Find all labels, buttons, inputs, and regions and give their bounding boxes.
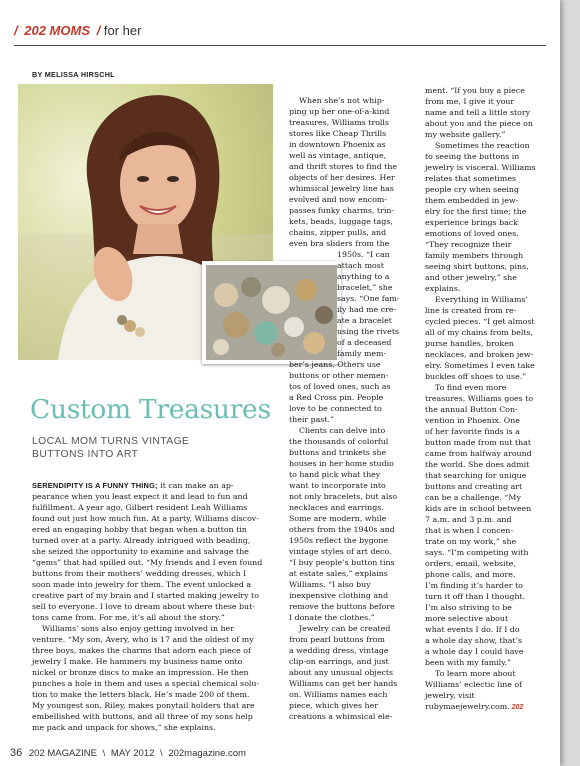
text-line (32, 491, 262, 502)
text-line-content: Williams can get her hands (289, 679, 398, 688)
text-line (289, 590, 399, 601)
text-line (32, 535, 262, 546)
footer-magazine: 202 MAGAZINE (28, 748, 97, 759)
text-line-content: a Red Cross pin. People (289, 393, 384, 402)
text-line-content: relates that sometimes (425, 174, 517, 183)
text-line-content: tos of loved ones, such as (289, 382, 391, 391)
text-line-content: about you and the piece on (425, 119, 533, 128)
footer-issue: MAY 2012 (110, 748, 155, 759)
text-line-content: Sometimes the reaction (435, 141, 530, 150)
text-line (289, 557, 399, 568)
text-line (425, 679, 536, 690)
text-line (289, 161, 399, 172)
text-line-content: a whole day show, that’s (425, 636, 523, 645)
text-line-content: from me, I give it your (425, 97, 515, 106)
text-line-content: To learn more about (435, 669, 516, 678)
page-footer (10, 747, 246, 759)
text-line-content: cycled pieces. “I get almost (425, 317, 535, 326)
text-line (425, 118, 536, 129)
text-line-content: kets, beads, luggage tags, (289, 217, 393, 226)
text-line-content: creative part of my brain and I started making jewelry to (32, 591, 259, 600)
text-line-content: using the rivets (337, 327, 399, 336)
text-line-content: My youngest son, Riley, makes ponytail holders that are (32, 701, 255, 710)
text-line (289, 139, 399, 150)
text-line (289, 359, 399, 370)
text-line-content: Williams’ eclectic line of (425, 680, 523, 689)
text-line (425, 690, 536, 701)
text-line-content: ping up her one-of-a-kind (289, 107, 390, 116)
text-line-content: that searching for unique (425, 471, 527, 480)
text-line-content: jewelry is visceral. Williams (425, 163, 536, 172)
text-line-content: punches a hole in them and uses a special chemical solu- (32, 679, 260, 688)
text-line-content: a wedding dress, vintage (289, 646, 389, 655)
text-line-content: Some are modern, while (289, 514, 387, 523)
text-line (289, 392, 399, 403)
text-line-content: that is when I concen- (425, 526, 514, 535)
text-line-content: on. Williams names each (289, 690, 388, 699)
text-line (289, 634, 399, 645)
text-line (425, 536, 536, 547)
text-line-content: trate on my work,” she (425, 537, 517, 546)
text-line (289, 568, 399, 579)
text-line-content: well as vintage, antique, (289, 151, 387, 160)
text-line (425, 415, 536, 426)
text-line-content: me pack and unpack for shows,” she explains. (32, 723, 216, 732)
text-line-content: more selective about (425, 614, 509, 623)
end-mark: 202 (511, 704, 524, 711)
text-line (32, 524, 262, 535)
text-line (32, 623, 262, 634)
text-line-content: family members through (425, 251, 524, 260)
text-line-content: vention in Phoenix. One (425, 416, 520, 425)
text-line (425, 481, 536, 492)
text-line-content: embellished with buttons, and all three of my sons help (32, 712, 253, 721)
text-line-content: and thrift stores to find the (289, 162, 398, 171)
header-section: for her (103, 23, 142, 38)
text-line-content: houses in her home studio (289, 459, 394, 468)
text-line (425, 602, 536, 613)
text-line (425, 217, 536, 228)
text-line-content: I’m also striving to be (425, 603, 512, 612)
lead-in: SERENDIPITY IS A FUNNY THING; (32, 481, 158, 490)
text-line (425, 613, 536, 624)
text-line-content: can be a challenge. “My (425, 493, 521, 502)
text-line-content: ber’s jeans. Others use (289, 360, 381, 369)
text-line-content: I’m finding it’s harder to (425, 581, 523, 590)
text-line-content: clip-on earrings, and just (289, 657, 389, 666)
text-line (425, 228, 536, 239)
text-line (425, 129, 536, 140)
text-line (289, 425, 399, 436)
text-line-content: elry. Sometimes I even take (425, 361, 535, 370)
text-line-content: 1950s reflect the bygone (289, 536, 389, 545)
text-line-content: evolved and now encom- (289, 195, 388, 204)
text-line-content: says. “One fam- (337, 294, 400, 303)
text-line-content: love to be connected to (289, 404, 382, 413)
text-line (425, 272, 536, 283)
text-line-content: jewelry I make. He hammers my business name onto (32, 657, 243, 666)
text-line (289, 128, 399, 139)
text-line (32, 480, 262, 491)
text-line (32, 568, 262, 579)
subhead-line: BUTTONS INTO ART (32, 449, 139, 460)
text-line (289, 205, 399, 216)
text-line-content: venture. “My son, Avery, who is 17 and the oldest of my (32, 635, 254, 644)
article-column-3 (425, 85, 536, 713)
text-line-content: To find even more (435, 383, 507, 392)
text-line (289, 447, 399, 458)
text-line-content: about any unusual objects (289, 668, 394, 677)
text-line (425, 327, 536, 338)
text-line-content: piece, which gives her (289, 701, 378, 710)
text-line (425, 701, 536, 713)
byline: BY MELISSA HIRSCHL (32, 70, 115, 79)
text-line-content: treasures, Williams trolls (289, 118, 389, 127)
text-line (32, 502, 262, 513)
text-line (289, 667, 399, 678)
text-line (289, 249, 399, 260)
text-line-content: “They recognize their (425, 240, 512, 249)
header-slash-2: / (96, 23, 101, 38)
text-line (425, 195, 536, 206)
text-line (32, 678, 262, 689)
text-line (289, 513, 399, 524)
text-line (425, 503, 536, 514)
text-line-content: ate a bracelet (337, 316, 392, 325)
header-magazine: 202 MOMS (24, 23, 90, 38)
text-line (289, 502, 399, 513)
text-line-content: 1950s. “I can (337, 250, 390, 259)
text-line-content: from pearl buttons from (289, 635, 385, 644)
text-line (289, 293, 399, 304)
page-number: 36 (10, 747, 23, 759)
text-line-content: Jewelry can be created (299, 624, 391, 633)
text-line-content: and other jewelry,” she (425, 273, 517, 282)
text-line (289, 524, 399, 535)
text-line (425, 283, 536, 294)
text-line-content: emotions of loved ones. (425, 229, 519, 238)
text-line-content: to hand pick what they (289, 470, 381, 479)
text-line (425, 547, 536, 558)
text-line (289, 612, 399, 623)
text-line (425, 580, 536, 591)
text-line-content: my website gallery.” (425, 130, 506, 139)
text-line-content: turn it off than I thought. (425, 592, 526, 601)
text-line-content: I donate the clothes.” (289, 613, 375, 622)
text-line (425, 492, 536, 503)
text-line (425, 349, 536, 360)
text-line-content: buttons or other memen- (289, 371, 389, 380)
text-line (289, 260, 399, 271)
text-line-content: objects of her desires. Her (289, 173, 395, 182)
text-line (425, 437, 536, 448)
text-line (289, 458, 399, 469)
text-line (32, 612, 262, 623)
text-line (425, 470, 536, 481)
text-line (289, 414, 399, 425)
text-line-content: passes funky charms, trin- (289, 206, 395, 215)
text-line-content: the annual Button Con- (425, 405, 518, 414)
text-line (32, 711, 262, 722)
text-line (289, 689, 399, 700)
text-line-content: others from the 1940s and (289, 525, 395, 534)
text-line (32, 700, 262, 711)
text-line-content: ered an engaging hobby that began when a button tin (32, 525, 247, 534)
text-line (289, 678, 399, 689)
text-line-content: seeing shirt buttons, pins, (425, 262, 529, 271)
text-line (289, 194, 399, 205)
text-line (425, 294, 536, 305)
text-line (289, 150, 399, 161)
text-line-content: want to incorporate into (289, 481, 386, 490)
text-line-content: three boys, makes the charms that adorn each piece of (32, 646, 251, 655)
text-line (425, 371, 536, 382)
text-line-content: people cry when seeing (425, 185, 519, 194)
text-line-content: even bra sliders from the (289, 239, 390, 248)
text-line (425, 459, 536, 470)
text-line (32, 513, 262, 524)
text-line-content: family mem- (337, 349, 387, 358)
text-line (289, 117, 399, 128)
text-line-content: bracelet,” she (337, 283, 393, 292)
text-line (425, 624, 536, 635)
text-line (289, 579, 399, 590)
text-line-content: anything to a (337, 272, 390, 281)
text-line (32, 689, 262, 700)
text-line-content: 7 a.m. and 3 p.m. and (425, 515, 512, 524)
text-line-content: all of my chains from belts, (425, 328, 534, 337)
text-line-content: rubymaejewelry.com. (425, 702, 510, 711)
text-line-content: inexpensive clothing and (289, 591, 389, 600)
text-line (32, 601, 262, 612)
text-line (425, 173, 536, 184)
section-header (14, 23, 141, 38)
text-line (289, 381, 399, 392)
text-line-content: says. “I’m competing with (425, 548, 529, 557)
text-line (32, 645, 262, 656)
text-line (32, 546, 262, 557)
text-line-content: ment. “If you buy a piece (425, 86, 525, 95)
text-line (289, 282, 399, 293)
text-line (425, 206, 536, 217)
text-line (425, 668, 536, 679)
text-line (289, 304, 399, 315)
text-line-content: buttons from their mothers’ wedding dresses, which I (32, 569, 247, 578)
text-line (289, 95, 399, 106)
text-line (289, 535, 399, 546)
text-line-content: not only bracelets, but also (289, 492, 398, 501)
text-line-content: line is created from re- (425, 306, 517, 315)
text-line-content: a whole day I could have (425, 647, 524, 656)
footer-separator: \ (102, 748, 106, 759)
text-line-content: orders, email, website, (425, 559, 516, 568)
text-line (289, 106, 399, 117)
text-line-content: found out just how much fun. At a party, Williams discov- (32, 514, 259, 523)
text-line-content: of her favorite finds is a (425, 427, 520, 436)
text-line (425, 558, 536, 569)
text-line (289, 480, 399, 491)
text-line (425, 393, 536, 404)
text-line (425, 305, 536, 316)
text-line-content: Williams. “I also buy (289, 580, 371, 589)
text-line-content: Williams’ sons also enjoy getting involved in her (42, 624, 234, 633)
text-line (289, 645, 399, 656)
text-line-content: creations a whimsical ele- (289, 712, 393, 721)
text-line (289, 436, 399, 447)
footer-separator: \ (160, 748, 163, 759)
text-line (425, 162, 536, 173)
text-line (289, 227, 399, 238)
subhead-line: LOCAL MOM TURNS VINTAGE (32, 436, 190, 447)
article-column-2 (289, 95, 399, 722)
text-line (289, 711, 399, 722)
text-line-content: jewelry, visit (425, 691, 475, 700)
text-line (32, 656, 262, 667)
text-line (425, 514, 536, 525)
text-line-content: buckles off shoes to use.” (425, 372, 527, 381)
text-line (425, 569, 536, 580)
header-rule (14, 45, 546, 46)
text-line-content: stores like Cheap Thrills (289, 129, 387, 138)
text-line-content: in downtown Phoenix as (289, 140, 386, 149)
text-line (289, 491, 399, 502)
text-line (32, 590, 262, 601)
text-line-content: button made from nut that (425, 438, 532, 447)
footer-website: 202magazine.com (168, 748, 246, 759)
text-line (425, 239, 536, 250)
text-line (289, 183, 399, 194)
text-line-content: tons came from. For me, it’s all about the story.” (32, 613, 225, 622)
text-line (32, 667, 262, 678)
text-line (425, 525, 536, 536)
article-headline: Custom Treasures (30, 394, 271, 425)
text-line (289, 656, 399, 667)
text-line (425, 184, 536, 195)
text-line (425, 250, 536, 261)
text-line (425, 591, 536, 602)
text-line (425, 635, 536, 646)
text-line-content: came from halfway around (425, 449, 532, 458)
text-line-content: buttons and creating art (425, 482, 523, 491)
text-line (289, 172, 399, 183)
text-line-content: them embedded in jew- (425, 196, 519, 205)
text-line-content: attach most (337, 261, 384, 270)
text-line (289, 348, 399, 359)
text-line (289, 370, 399, 381)
text-line-content: treasures, Williams goes to (425, 394, 534, 403)
text-line-content: the thousands of colorful (289, 437, 389, 446)
text-line (289, 623, 399, 634)
text-line-content: Everything in Williams’ (435, 295, 528, 304)
text-line-content: turned over at a party. Already intrigued with beading, (32, 536, 251, 545)
text-line (289, 271, 399, 282)
text-line (425, 140, 536, 151)
text-line (425, 261, 536, 272)
text-line (425, 360, 536, 371)
text-line (289, 238, 399, 249)
text-line (289, 326, 399, 337)
text-line-content: “gems” that had spilled out. “My friends and I even found (32, 558, 263, 567)
text-line-content: tion to make the letters black. He’s made 200 of them. (32, 690, 250, 699)
text-line-content: chains, zipper pulls, and (289, 228, 387, 237)
text-line (289, 546, 399, 557)
text-line-content: pearance when you least expect it and lead to fun and (32, 492, 248, 501)
text-line-content: experience brings back (425, 218, 518, 227)
text-line (425, 646, 536, 657)
text-line (289, 403, 399, 414)
text-line (425, 448, 536, 459)
text-line-content: it can make an ap- (157, 481, 234, 490)
text-line (425, 382, 536, 393)
text-line-content: their past.” (289, 415, 334, 424)
text-line (289, 315, 399, 326)
text-line-content: been with my family.” (425, 658, 512, 667)
text-line (32, 579, 262, 590)
text-line-content: she seized the opportunity to examine and salvage the (32, 547, 249, 556)
text-line-content: ily had me cre- (337, 305, 397, 314)
text-line-content: of a deceased (337, 338, 392, 347)
text-line (425, 338, 536, 349)
text-line-content: elry for the first time; the (425, 207, 527, 216)
text-line-content: remove the buttons before (289, 602, 395, 611)
text-line-content: nickel or bronze discs to make an impression. He then (32, 668, 249, 677)
text-line (32, 634, 262, 645)
text-line-content: vintage styles of art deco. (289, 547, 392, 556)
article-subhead (32, 435, 232, 461)
text-line (425, 96, 536, 107)
text-line (289, 601, 399, 612)
text-line (289, 469, 399, 480)
text-line-content: “I buy people’s button tins (289, 558, 395, 567)
text-line-content: buttons and trinkets she (289, 448, 387, 457)
text-line-content: kids are in school between (425, 504, 532, 513)
text-line (425, 426, 536, 437)
text-line-content: When she’s not whip- (299, 96, 385, 105)
text-line (32, 557, 262, 568)
text-line-content: purse handles, broken (425, 339, 514, 348)
text-line (425, 107, 536, 118)
header-slash: / (14, 23, 18, 38)
text-line (289, 216, 399, 227)
text-line-content: what events I do. If I do (425, 625, 520, 634)
text-line-content: phone calls, and more. (425, 570, 516, 579)
text-line-content: necklaces, and broken jew- (425, 350, 534, 359)
article-column-1 (32, 480, 262, 733)
text-line (289, 700, 399, 711)
text-line (425, 316, 536, 327)
text-line-content: sell to everyone. I love to dream about where these but- (32, 602, 255, 611)
text-line-content: name and tell a little story (425, 108, 531, 117)
text-line (425, 151, 536, 162)
text-line (32, 722, 262, 733)
text-line-content: at estate sales,” explains (289, 569, 388, 578)
text-line-content: explains. (425, 284, 461, 293)
text-line (289, 337, 399, 348)
text-line (425, 657, 536, 668)
text-line-content: soon made into jewelry for them. The event unlocked a (32, 580, 252, 589)
text-line-content: fulfillment. A year ago, Gilbert resident Leah Williams (32, 503, 248, 512)
text-line-content: Clients can delve into (299, 426, 386, 435)
text-line (425, 404, 536, 415)
text-line-content: necklaces and earrings. (289, 503, 384, 512)
text-line (425, 85, 536, 96)
text-line-content: the world. She does admit (425, 460, 530, 469)
text-line-content: whimsical jewelry line has (289, 184, 394, 193)
text-line-content: to seeing the buttons in (425, 152, 520, 161)
